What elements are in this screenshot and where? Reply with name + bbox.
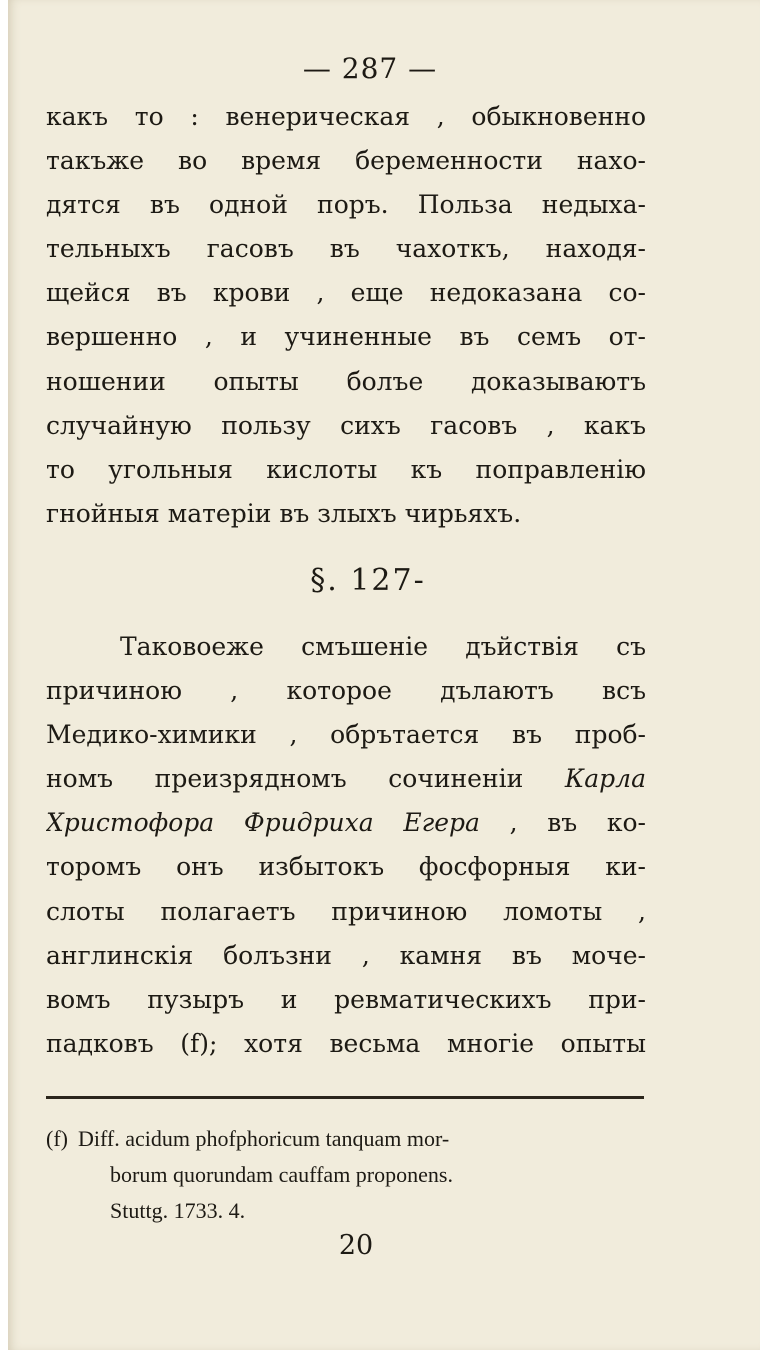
text-line: вомъ пузыръ и ревматическихъ при- <box>46 984 646 1014</box>
text-line: щейся въ крови , еще недоказана со- <box>46 278 646 308</box>
text-line-with-italic <box>46 801 646 845</box>
footnote-text: Diff. acidum phofphoricum tanquam mor- <box>77 1126 450 1151</box>
text-line: случайную пользу сихъ гасовъ , какъ <box>46 410 646 440</box>
paragraph-1 <box>46 95 646 536</box>
footnote-label: (f) <box>46 1126 68 1151</box>
footnote-divider <box>46 1096 644 1099</box>
paragraph-2 <box>46 625 646 1066</box>
text-line: причиною , которое дълаютъ всъ <box>46 676 646 706</box>
section-heading: §. 127- <box>310 563 426 598</box>
footnote-line: borum quorundam cauffam proponens. <box>110 1162 453 1187</box>
footnote-line <box>46 1121 646 1157</box>
text-line: слоты полагаетъ причиною ломоты , <box>46 896 646 926</box>
book-page <box>8 0 760 1350</box>
text-line: тельныхъ гасовъ въ чахоткъ, находя- <box>46 234 646 264</box>
text-line: падковъ (f); хотя весьма многіе опыты <box>46 1028 646 1058</box>
author-name-italic: Христофора Фридриха Егера <box>46 808 480 838</box>
text-line-with-italic <box>46 757 646 801</box>
text-line: вершенно , и учиненные въ семъ от- <box>46 322 646 352</box>
text-line: Таковоеже смъшеніе дъйствія съ <box>120 632 646 661</box>
text-line: то угольныя кислоты къ поправленію <box>46 454 646 484</box>
text-line: какъ то : венерическая , обыкновенно <box>46 102 646 131</box>
page-number: — 287 — <box>302 52 438 85</box>
text-line: ношении опыты болъе доказываютъ <box>46 366 646 396</box>
text-line: гнойныя матеріи въ злыхъ чирьяхъ. <box>46 498 522 528</box>
text-line: англинскія болъзни , камня въ моче- <box>46 940 646 970</box>
footnote <box>46 1121 646 1229</box>
text-run: номъ преизрядномъ сочиненіи <box>46 764 524 794</box>
author-name-italic: Карла <box>564 764 646 794</box>
footnote-line: Stuttg. 1733. 4. <box>110 1198 246 1223</box>
text-line: торомъ онъ избытокъ фосфорныя ки- <box>46 852 646 882</box>
text-run: , въ ко- <box>509 808 646 838</box>
text-line: Медико-химики , обрътается въ проб- <box>46 720 646 750</box>
text-line: дятся въ одной поръ. Польза недыха- <box>46 190 646 220</box>
text-line: такъже во время беременности нахо- <box>46 146 646 176</box>
signature-mark: 20 <box>338 1230 374 1261</box>
